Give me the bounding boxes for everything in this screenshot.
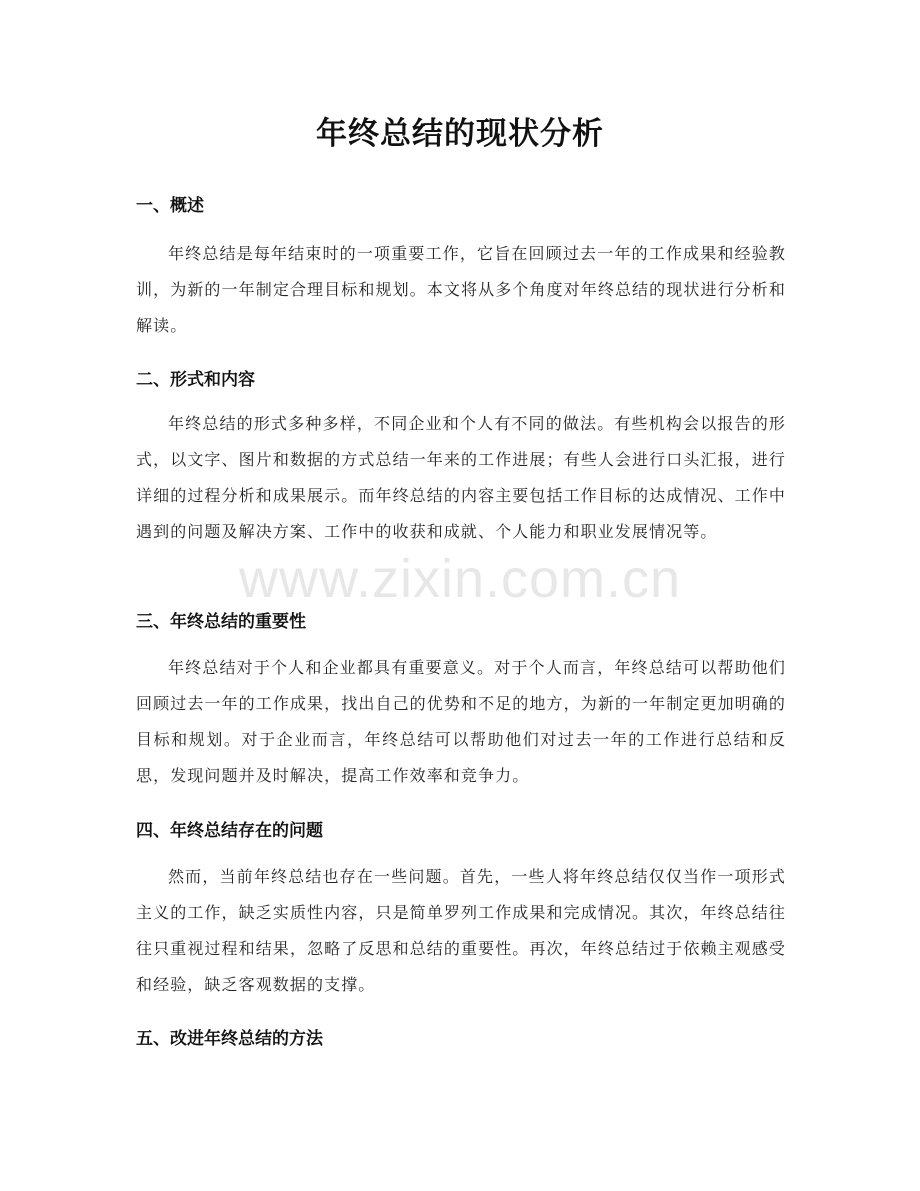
section-heading-form-content: 二、形式和内容 [136,370,255,390]
section-paragraph-importance: 年终总结对于个人和企业都具有重要意义。对于个人而言，年终总结可以帮助他们回顾过去一年的工作成果，找出自己的优势和不足的地方，为新的一年制定更加明确的目标和规划。对于企业而言，年终总结可以帮助他们对过去一年的工作进行总结和反思，发现问题并及时解决，提高工作效率和竞争力。 [136,658,786,785]
section-paragraph-overview: 年终总结是每年结束时的一项重要工作，它旨在回顾过去一年的工作成果和经验教训，为新的一年制定合理目标和规划。本文将从多个角度对年终总结的现状进行分析和解读。 [136,244,786,335]
section-heading-importance: 三、年终总结的重要性 [136,612,306,632]
section-paragraph-form-content: 年终总结的形式多种多样，不同企业和个人有不同的做法。有些机构会以报告的形式，以文字、图片和数据的方式总结一年来的工作进展；有些人会进行口头汇报，进行详细的过程分析和成果展示。而年终总结的内容主要包括工作目标的达成情况、工作中遇到的问题及解决方案、工作中的收获和成就、个人能力和职业发展情况等。 [136,414,786,541]
watermark: www.zixin.com.cn [238,549,682,609]
section-heading-problems: 四、年终总结存在的问题 [136,821,323,841]
section-paragraph-problems: 然而，当前年终总结也存在一些问题。首先，一些人将年终总结仅仅当作一项形式主义的工作，缺乏实质性内容，只是简单罗列工作成果和完成情况。其次，年终总结往往只重视过程和结果，忽略了反思和总结的重要性。再次，年终总结过于依赖主观感受和经验，缺乏客观数据的支撑。 [136,867,786,994]
section-heading-improvement: 五、改进年终总结的方法 [136,1029,323,1049]
page-title: 年终总结的现状分析 [316,116,604,152]
section-heading-overview: 一、概述 [136,196,204,216]
